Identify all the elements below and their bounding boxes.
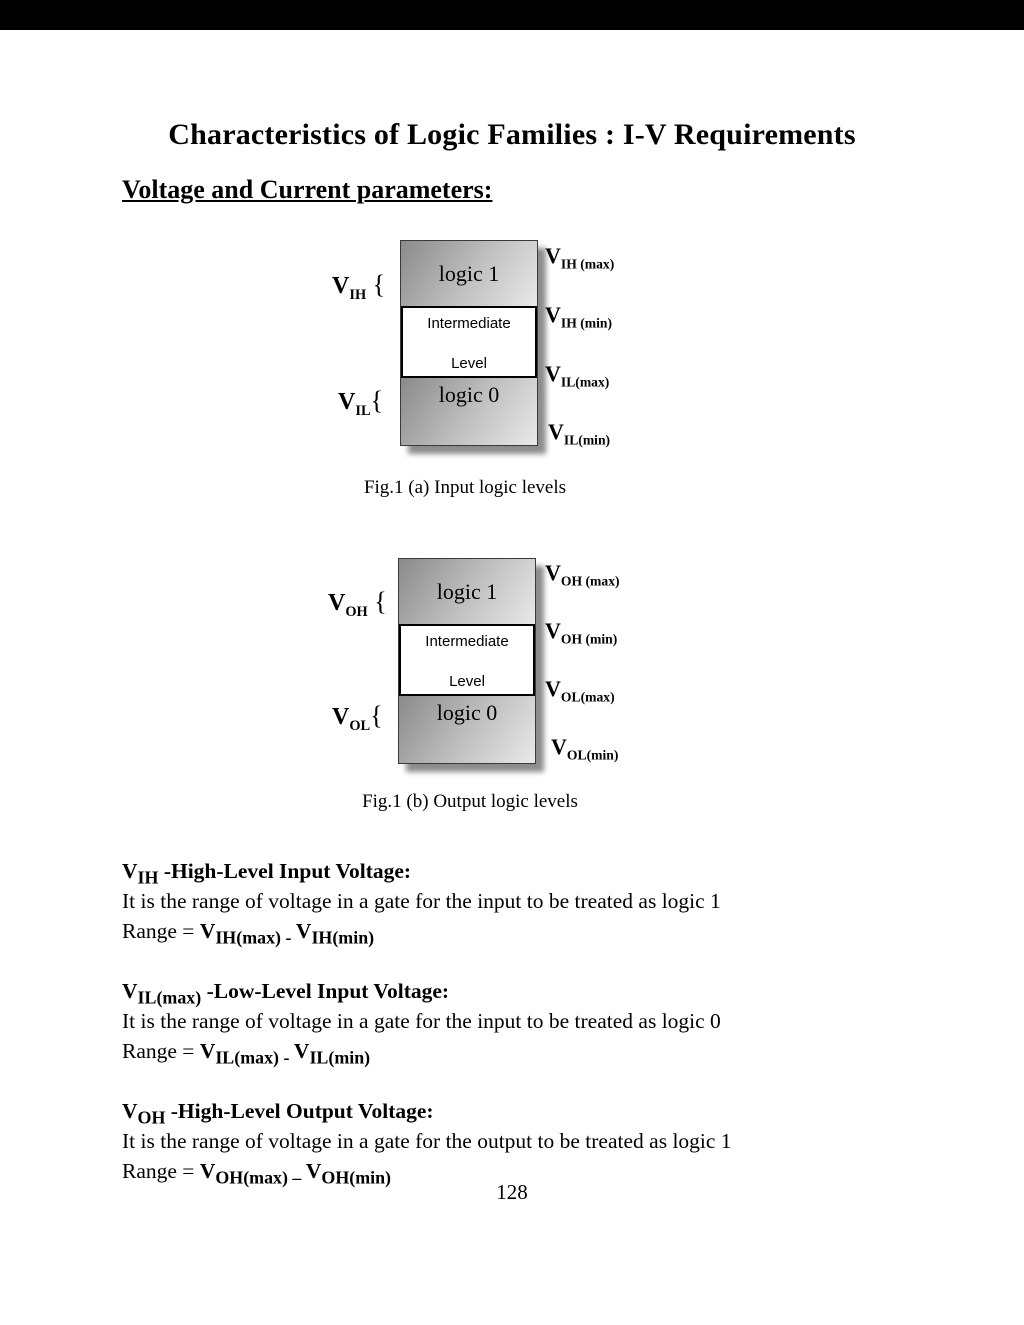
page-number: 128	[496, 1180, 528, 1204]
vil-subscript: IL	[355, 402, 371, 419]
vil-min-symbol: V	[548, 419, 564, 444]
label-vih-min	[545, 302, 612, 331]
vih-subscript: IH	[349, 286, 367, 303]
vih-max-subscript: IH (max)	[560, 256, 615, 272]
label-vil-max	[545, 361, 610, 390]
logic1-region	[401, 241, 537, 306]
level-label: Level	[451, 354, 487, 372]
vih-max-symbol: V	[545, 243, 561, 268]
range-label: Range =	[122, 1159, 200, 1183]
logic0-region	[401, 378, 537, 445]
vol-max-subscript: OL(max)	[560, 689, 615, 705]
range-term2-symbol: V	[305, 1159, 322, 1183]
definition-range	[122, 1036, 952, 1066]
voh-max-symbol: V	[545, 560, 561, 585]
label-vih	[332, 270, 386, 303]
label-vih-max	[545, 243, 615, 272]
voh-min-subscript: OH (min)	[560, 631, 618, 647]
label-vol-max	[545, 676, 615, 705]
range-term1-symbol: V	[199, 919, 216, 943]
term-symbol: V	[122, 859, 138, 883]
range-term2-subscript: IL(min)	[309, 1047, 371, 1068]
voh-min-symbol: V	[545, 618, 561, 643]
voh-symbol: V	[328, 590, 346, 616]
logic0-label: logic 0	[438, 381, 500, 407]
section-heading: Voltage and Current parameters:	[122, 175, 493, 204]
vol-symbol: V	[332, 704, 350, 730]
vih-min-subscript: IH (min)	[560, 315, 612, 331]
term-symbol: V	[122, 979, 138, 1003]
intermediate-region	[401, 306, 537, 377]
label-voh	[328, 587, 387, 620]
vil-max-subscript: IL(max)	[560, 374, 610, 390]
term-text: -High-Level Output Voltage:	[165, 1099, 434, 1123]
definition-body: It is the range of voltage in a gate for the input to be treated as logic 1	[122, 889, 721, 913]
term-text: -High-Level Input Voltage:	[158, 859, 412, 883]
vil-max-symbol: V	[545, 361, 561, 386]
range-term2-symbol: V	[293, 1039, 310, 1063]
top-black-bar	[0, 0, 1024, 30]
definition-voh	[122, 1096, 952, 1186]
range-term1-symbol: V	[199, 1039, 216, 1063]
vol-min-symbol: V	[551, 734, 567, 759]
vol-subscript: OL	[349, 717, 371, 734]
term-symbol: V	[122, 1099, 138, 1123]
definition-vih	[122, 856, 952, 946]
vol-min-subscript: OL(min)	[566, 747, 619, 763]
page-title: Characteristics of Logic Families : I-V Requirements	[168, 118, 856, 151]
term-subscript: IL(max)	[137, 987, 202, 1008]
intermediate-label: Intermediate	[427, 315, 511, 333]
vol-max-symbol: V	[545, 676, 561, 701]
range-term2-symbol: V	[295, 919, 312, 943]
label-voh-min	[545, 618, 618, 647]
range-label: Range =	[122, 1039, 200, 1063]
definition-term	[122, 1096, 952, 1126]
term-text: -Low-Level Input Voltage:	[201, 979, 450, 1003]
vih-symbol: V	[332, 273, 350, 299]
logic1-label: logic 1	[438, 260, 500, 286]
definitions-section	[122, 856, 952, 1216]
label-vol	[332, 701, 383, 734]
range-term1-subscript: IL(max) -	[215, 1047, 294, 1068]
label-voh-max	[545, 560, 620, 589]
definition-range	[122, 916, 952, 946]
range-term1-subscript: OH(max) –	[215, 1167, 306, 1188]
definition-body: It is the range of voltage in a gate for the input to be treated as logic 0	[122, 1009, 721, 1033]
level-label: Level	[449, 672, 485, 690]
input-logic-level-box	[400, 240, 538, 446]
figure-b-caption: Fig.1 (b) Output logic levels	[362, 791, 578, 812]
vil-symbol: V	[338, 389, 356, 415]
label-vil-min	[548, 419, 611, 448]
intermediate-label: Intermediate	[425, 633, 509, 651]
label-vil	[338, 386, 384, 419]
voh-max-subscript: OH (max)	[560, 573, 620, 589]
definition-vil	[122, 976, 952, 1066]
vih-brace: {	[366, 270, 386, 299]
definition-term	[122, 856, 952, 886]
vil-min-subscript: IL(min)	[563, 432, 611, 448]
range-term1-symbol: V	[199, 1159, 216, 1183]
logic1-label: logic 1	[436, 578, 498, 604]
vih-min-symbol: V	[545, 302, 561, 327]
figure-a-caption: Fig.1 (a) Input logic levels	[363, 477, 567, 498]
vol-brace: {	[370, 701, 383, 730]
logic0-label: logic 0	[436, 699, 498, 725]
voh-brace: {	[367, 587, 387, 616]
vil-brace: {	[370, 386, 384, 415]
output-logic-level-box	[398, 558, 536, 764]
definition-body: It is the range of voltage in a gate for the output to be treated as logic 1	[122, 1129, 732, 1153]
term-subscript: OH	[137, 1107, 166, 1128]
range-label: Range =	[122, 919, 200, 943]
range-term2-subscript: OH(min)	[321, 1167, 392, 1188]
logic0-region	[399, 696, 535, 763]
range-term1-subscript: IH(max) -	[215, 927, 296, 948]
logic1-region	[399, 559, 535, 624]
term-subscript: IH	[137, 867, 159, 888]
voh-subscript: OH	[345, 603, 368, 620]
definition-term	[122, 976, 952, 1006]
range-term2-subscript: IH(min)	[311, 927, 375, 948]
intermediate-region	[399, 624, 535, 695]
label-vol-min	[551, 734, 619, 763]
